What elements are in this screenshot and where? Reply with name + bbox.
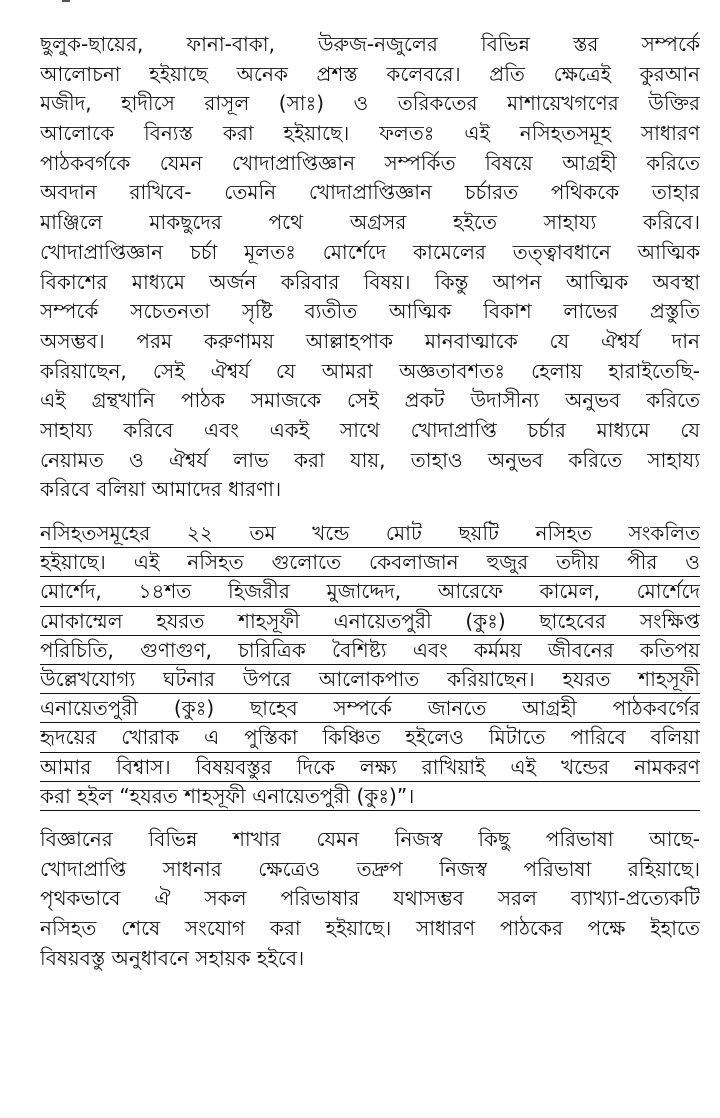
text-line: পৃথকভাবে ঐ সকল পরিভাষার যথাসম্ভব সরল ব্যাখ্যা-প্রত্যেকটি [40,886,700,911]
underlined-paragraph [40,519,700,811]
text-line: সম্পর্কে সচেতনতা সৃষ্টি ব্যতীত আত্মিক বিকাশ লাভের প্রস্তুতি [40,299,700,324]
text-line: বিকাশের মাধ্যমে অর্জন করিবার বিষয়। কিন্তু আপন আত্মিক অবস্থা [40,269,700,294]
text-line: মাঞ্জিলে মাকছুদের পথে অগ্রসর হইতে সাহায্য করিবে। [40,210,700,235]
text-line: খোদাপ্রাপ্তিজ্ঞান চর্চা মূলতঃ মোর্শেদে কামেলের তত্ত্বাবধানে আত্মিক [40,239,700,264]
scan-mark [62,0,70,2]
text-line: আলোচনা হইয়াছে অনেক প্রশস্ত কলেবরে। প্রতি ক্ষেত্রেই কুরআন [40,61,700,86]
text-line: মোর্শেদ, ১৪শত হিজরীর মুজাদ্দেদ, আরেফে কামেল, মোর্শেদে [40,577,700,606]
text-line: নসিহতসমূহের ২২ তম খন্ডে মোট ছয়টি নসিহত সংকলিত [40,519,700,548]
text-line: অসম্ভব। পরম করুণাময় আল্লাহপাক মানবাত্মাকে যে ঐশ্বর্য দান [40,328,700,353]
text-line: বিষয়বস্তু অনুধাবনে সহায়ক হইবে। [40,945,305,970]
document-body [40,30,700,973]
paragraph [40,825,700,973]
document-page [40,30,700,973]
text-line: মজীদ, হাদীসে রাসূল (সাঃ) ও তরিকতের মাশায়েখগণের উক্তির [40,91,700,116]
text-line: হৃদয়ের খোরাক এ পুস্তিকা কিঞ্চিত হইলেও মিটাতে পারিবে বলিয়া [40,723,700,752]
text-line: আমার বিশ্বাস। বিষয়বস্তুর দিকে লক্ষ্য রাখিয়াই এই খন্ডের নামকরণ [40,753,700,782]
text-line: করিয়াছেন, সেই ঐশ্বর্য যে আমরা অজ্ঞতাবশতঃ হেলায় হারাইতেছি- [40,358,700,383]
text-line: নেয়ামত ও ঐশ্বর্য লাভ করা যায়, তাহাও অনুভব করিতে সাহায্য [40,447,700,472]
text-line: মোকাম্মেল হযরত শাহসূফী এনায়েতপুরী (কুঃ) ছাহেবের সংক্ষিপ্ত [40,607,700,636]
text-line: পরিচিতি, গুণাগুণ, চারিত্রিক বৈশিষ্ট্য এবং কর্মময় জীবনের কতিপয় [40,636,700,665]
paragraph [40,30,700,505]
text-line: উল্লেখযোগ্য ঘটনার উপরে আলোকপাত করিয়াছেন। হযরত শাহসূফী [40,665,700,694]
text-line: করা হইল “হযরত শাহসূফী এনায়েতপুরী (কুঃ)”। [40,782,700,811]
text-line: হইয়াছে। এই নসিহত গুলোতে কেবলাজান হুজুর তদীয় পীর ও [40,548,700,577]
text-line: বিজ্ঞানের বিভিন্ন শাখার যেমন নিজস্ব কিছু পরিভাষা আছে- [40,826,700,851]
text-line: করিবে বলিয়া আমাদের ধারণা। [40,477,282,502]
text-line: এনায়েতপুরী (কুঃ) ছাহেব সম্পর্কে জানতে আগ্রহী পাঠকবর্গের [40,694,700,723]
text-line: নসিহত শেষে সংযোগ করা হইয়াছে। সাধারণ পাঠকের পক্ষে ইহাতে [40,915,700,940]
text-line: সাহায্য করিবে এবং একই সাথে খোদাপ্রাপ্তি চর্চার মাধ্যমে যে [40,417,700,442]
text-line: আলোকে বিন্যস্ত করা হইয়াছে। ফলতঃ এই নসিহতসমূহ সাধারণ [40,121,700,146]
text-line: অবদান রাখিবে- তেমনি খোদাপ্রাপ্তিজ্ঞান চর্চারত পথিককে তাহার [40,180,700,205]
text-line: খোদাপ্রাপ্তি সাধনার ক্ষেত্রেও তদ্রুপ নিজস্ব পরিভাষা রহিয়াছে। [40,856,700,881]
text-line: ছুলুক-ছায়ের, ফানা-বাকা, উরুজ-নজুলের বিভিন্ন স্তর সম্পর্কে [40,32,700,56]
text-line: এই গ্রন্থখানি পাঠক সমাজকে সেই প্রকট উদাসীন্য অনুভব করিতে [40,388,700,413]
text-line: পাঠকবর্গকে যেমন খোদাপ্রাপ্তিজ্ঞান সম্পর্কিত বিষয়ে আগ্রহী করিতে [40,150,700,175]
